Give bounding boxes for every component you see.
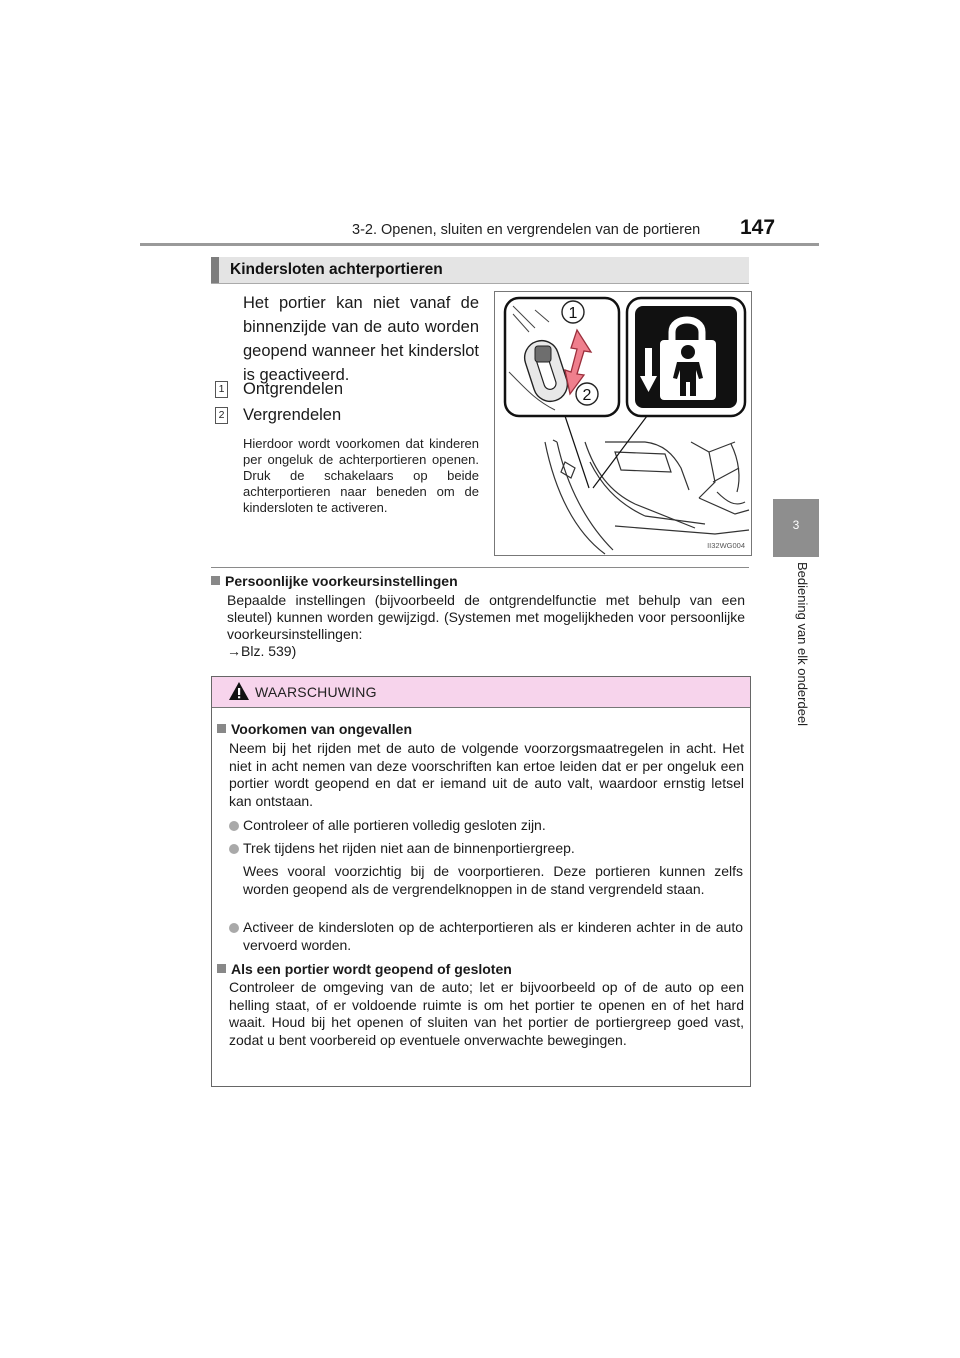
item-note: Hierdoor wordt voorkomen dat kinderen per ongeluk de achterportieren openen. Druk de schakelaars op beide achterportieren naar beneden om de kindersloten te activeren. [243, 436, 479, 515]
warning-bullet-3: Activeer de kindersloten op de achterportieren als er kinderen achter in de auto vervoerd worden. [243, 919, 743, 953]
page-number: 147 [740, 216, 776, 239]
section-title: Kindersloten achterportieren [230, 261, 443, 278]
warning-header [212, 677, 750, 708]
warning-section-1-title: Voorkomen van ongevallen [231, 721, 413, 737]
square-bullet-icon [217, 724, 226, 733]
personal-settings-heading [211, 573, 458, 589]
item-number-2: 2 [215, 407, 228, 424]
car-door-drawing [545, 440, 749, 554]
section-divider [211, 567, 749, 568]
square-bullet-icon [211, 576, 220, 585]
square-bullet-icon [217, 964, 226, 973]
bullet-dot-icon [229, 844, 239, 854]
item-label-lock: Vergrendelen [243, 406, 342, 424]
callout-label-2: 2 [582, 387, 592, 404]
personal-settings-title: Persoonlijke voorkeursinstellingen [225, 573, 458, 589]
section-header [211, 257, 749, 283]
warning-bullet-2: Trek tijdens het rijden niet aan de binnenportiergreep. [243, 840, 575, 856]
item-number-1: 1 [215, 381, 228, 398]
warning-bullet-1: Controleer of alle portieren volledig gesloten zijn. [243, 817, 546, 833]
pointer-line-right [593, 416, 647, 488]
warning-section-2-body: Controleer de omgeving van de auto; let er bijvoorbeeld op of de auto op een helling staat, of er voldoende ruimte is om het portier te openen en of het hard waait. Houd bij het openen of sluiten van het portier de portiergreep goed vast, zodat u bent voorbereid op eventuele onverwachte bewegingen. [229, 979, 744, 1048]
section-header-bar [211, 257, 219, 283]
section-header-rule [211, 283, 749, 284]
callout-label-1: 1 [568, 305, 578, 322]
warning-box [211, 676, 751, 1087]
chapter-tab-number: 3 [792, 518, 800, 532]
chapter-tab-label: Bediening van elk onderdeel [795, 562, 810, 727]
section-intro: Het portier kan niet vanaf de binnenzijde van de auto worden geopend wanneer het kinderslot is geactiveerd. [243, 294, 479, 384]
warning-triangle-icon [228, 681, 250, 701]
warning-section-1-body: Neem bij het rijden met de auto de volgende voorzorgsmaatregelen in acht. Het niet in acht nemen van deze voorschriften kan ertoe leiden dat er per ongeluk een portier wordt geopend en dat er iemand uit de auto valt, waardoor ernstig letsel kan ontstaan. [229, 740, 744, 809]
warning-bullet-2-note: Wees vooral voorzichtig bij de voorportieren. Deze portieren kunnen zelfs worden geopend als de vergrendelknoppen in de stand vergrendeld staan. [243, 863, 743, 897]
child-lock-illustration [494, 291, 752, 556]
personal-settings-body: Bepaalde instellingen (bijvoorbeeld de ontgrendelfunctie met behulp van een sleutel) kunnen worden gewijzigd. (Systemen met mogelijkheden voor persoonlijke voorkeursinstellingen: [227, 592, 745, 642]
bullet-dot-icon [229, 923, 239, 933]
figure-code: II32WG004 [707, 541, 745, 550]
warning-section-1-heading [217, 721, 412, 737]
warning-section-2-heading [217, 961, 512, 977]
bullet-dot-icon [229, 821, 239, 831]
header-rule [140, 243, 819, 246]
warning-title: WAARSCHUWING [255, 684, 377, 700]
personal-settings-page-ref: →Blz. 539) [227, 643, 297, 659]
chapter-title: 3-2. Openen, sluiten en vergrendelen van de portieren [352, 222, 701, 238]
door-illustration [495, 292, 751, 555]
item-label-unlock: Ontgrendelen [243, 380, 343, 398]
warning-section-2-title: Als een portier wordt geopend of gesloten [231, 961, 512, 977]
